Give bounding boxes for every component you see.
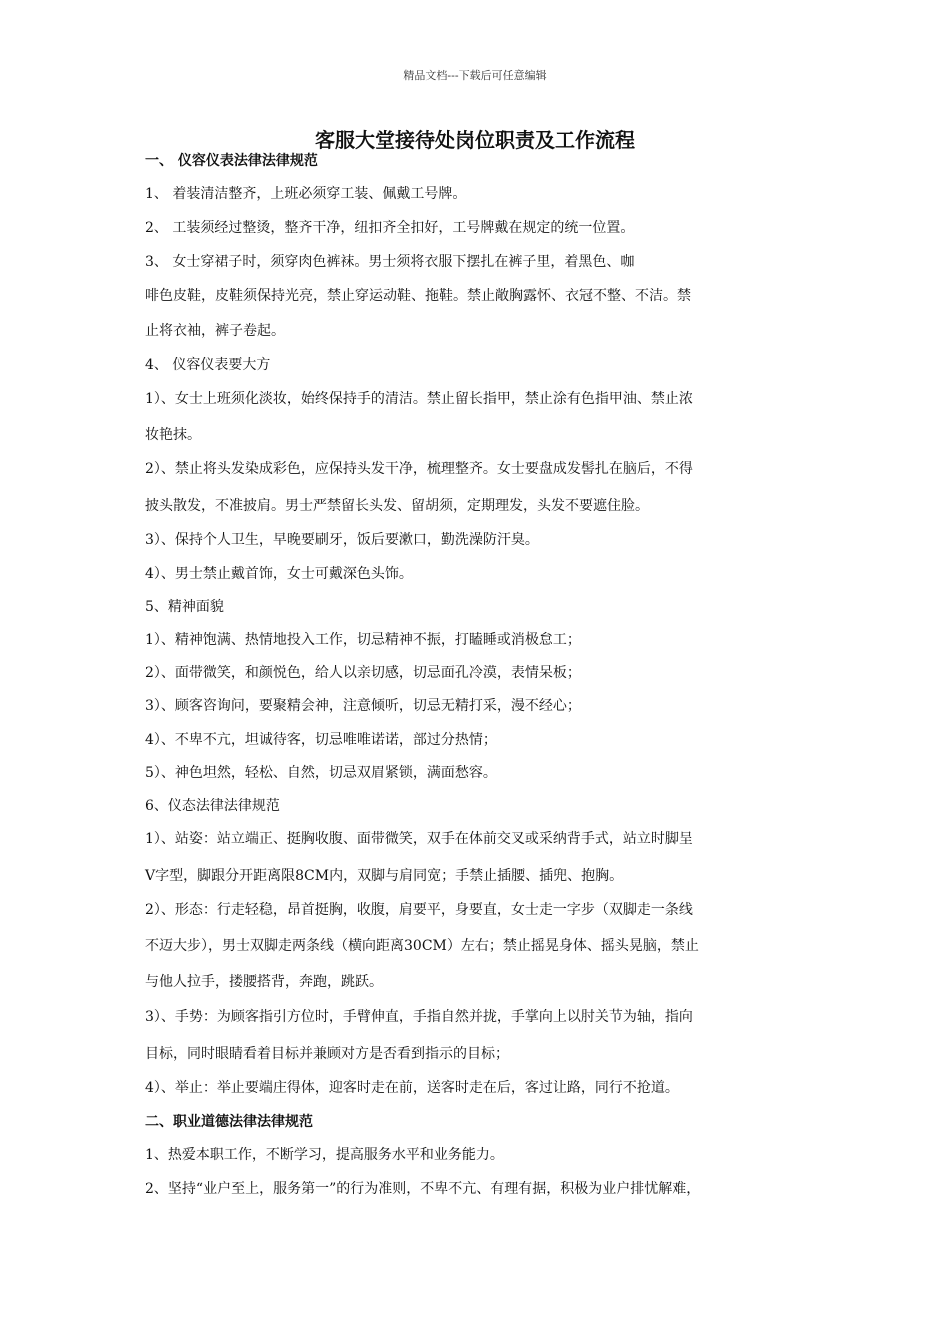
paragraph-line: 啡色皮鞋，皮鞋须保持光亮，禁止穿运动鞋、拖鞋。禁止敞胸露怀、衣冠不整、不洁。禁 [145, 288, 691, 304]
paragraph-line: 2）、面带微笑，和颜悦色，给人以亲切感，切忌面孔冷漠，表情呆板； [145, 665, 581, 681]
paragraph-line: 2、 工装须经过整烫，整齐干净，纽扣齐全扣好，工号牌戴在规定的统一位置。 [145, 220, 635, 236]
paragraph-line: 3）、手势：为顾客指引方位时，手臂伸直，手指自然并拢，手掌向上以肘关节为轴，指向 [145, 1009, 693, 1025]
section-heading: 二、职业道德法律法律规范 [145, 1114, 313, 1130]
paragraph-line: 1、热爱本职工作，不断学习，提高服务水平和业务能力。 [145, 1147, 504, 1163]
paragraph-line: 1）、精神饱满、热情地投入工作，切忌精神不振，打瞌睡或消极怠工； [145, 632, 581, 648]
paragraph-line: 4）、举止：举止要端庄得体，迎客时走在前，送客时走在后，客过让路，同行不抢道。 [145, 1080, 679, 1096]
paragraph-line: 3）、顾客咨询问，要聚精会神，注意倾听，切忌无精打采，漫不经心； [145, 698, 581, 714]
paragraph-line: 2、坚持“业户至上，服务第一”的行为准则，不卑不亢、有理有据，积极为业户排忧解难， [145, 1181, 701, 1197]
paragraph-line: 3、 女士穿裙子时，须穿肉色裤袜。男士须将衣服下摆扎在裤子里，着黑色、咖 [145, 254, 635, 270]
paragraph-line: 5）、神色坦然，轻松、自然，切忌双眉紧锁，满面愁容。 [145, 765, 497, 781]
paragraph-line: 2）、形态：行走轻稳，昂首挺胸，收腹，肩要平，身要直，女士走一字步（双脚走一条线 [145, 902, 693, 918]
paragraph-line: 妆艳抹。 [145, 427, 201, 443]
paragraph-line: 4、 仪容仪表要大方 [145, 357, 271, 373]
paragraph-line: 1）、站姿：站立端正、挺胸收腹、面带微笑，双手在体前交叉或采纳背手式，站立时脚呈 [145, 831, 693, 847]
paragraph-line: 目标，同时眼睛看着目标并兼顾对方是否看到指示的目标； [145, 1046, 509, 1062]
paragraph-line: 2）、禁止将头发染成彩色，应保持头发干净，梳理整齐。女士要盘成发髻扎在脑后，不得 [145, 461, 693, 477]
section-heading: 一、 仪容仪表法律法律规范 [145, 153, 318, 169]
paragraph-line: 5、精神面貌 [145, 599, 224, 615]
paragraph-line: 3）、保持个人卫生，早晚要刷牙，饭后要漱口，勤洗澡防汗臭。 [145, 532, 539, 548]
paragraph-line: 4）、男士禁止戴首饰，女士可戴深色头饰。 [145, 566, 413, 582]
document-title: 客服大堂接待处岗位职责及工作流程 [315, 128, 635, 152]
paragraph-line: 4）、不卑不亢，坦诚待客，切忌唯唯诺诺，部过分热情； [145, 732, 497, 748]
paragraph-line: 与他人拉手，搂腰搭背，奔跑，跳跃。 [145, 974, 383, 990]
paragraph-line: 1、 着装清洁整齐，上班必须穿工装、佩戴工号牌。 [145, 186, 467, 202]
paragraph-line: 披头散发，不准披肩。男士严禁留长头发、留胡须，定期理发，头发不要遮住脸。 [145, 498, 649, 514]
paragraph-line: 6、仪态法律法律规范 [145, 798, 280, 814]
paragraph-line: 1）、女士上班须化淡妆，始终保持手的清洁。禁止留长指甲，禁止涂有色指甲油、禁止浓 [145, 391, 693, 407]
header-note: 精品文档---下载后可任意编辑 [403, 69, 547, 82]
paragraph-line: V字型，脚跟分开距离限8CM内，双脚与肩同宽；手禁止插腰、插兜、抱胸。 [145, 868, 624, 884]
paragraph-line: 不迈大步），男士双脚走两条线（横向距离30CM）左右；禁止摇晃身体、摇头晃脑，禁止 [145, 938, 699, 954]
paragraph-line: 止将衣袖，裤子卷起。 [145, 323, 285, 339]
